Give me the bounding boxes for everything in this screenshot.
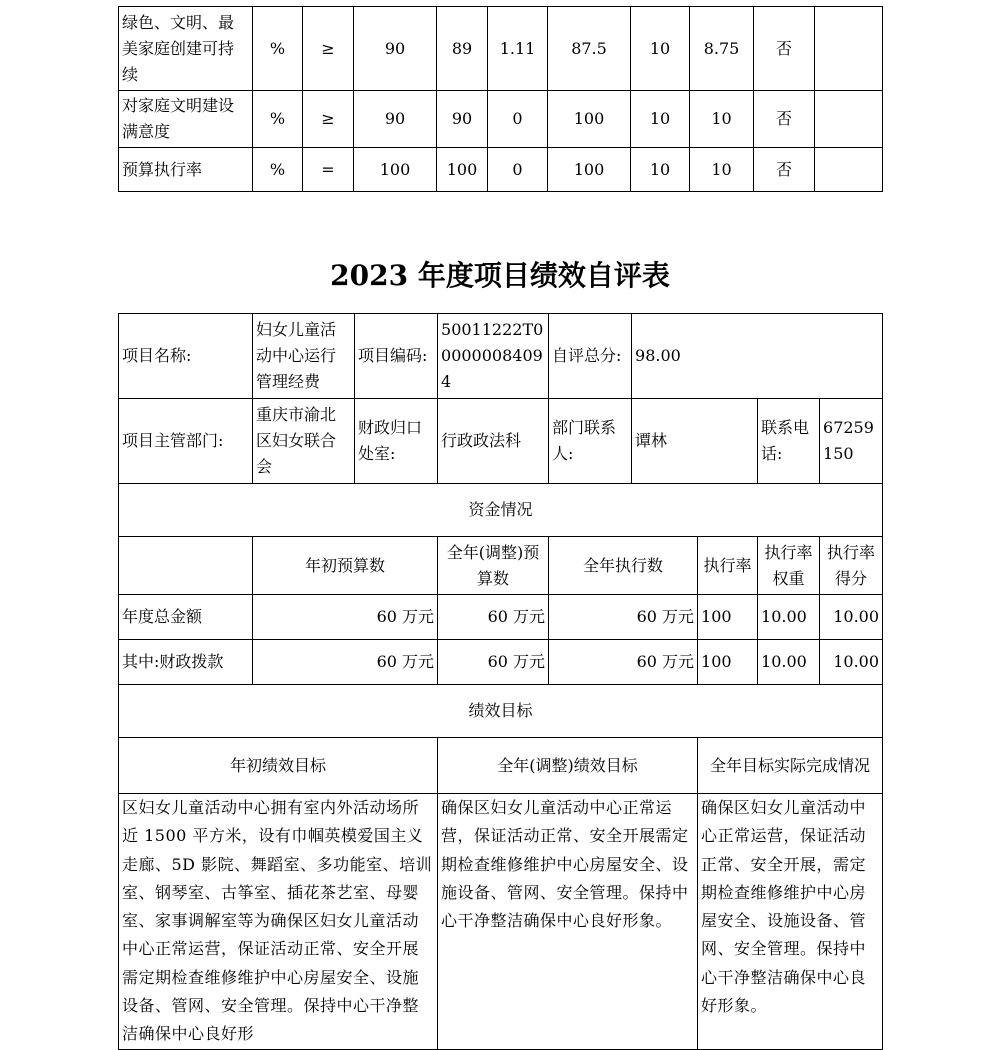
indicator-name: 对家庭文明建设满意度 (119, 91, 253, 148)
indicator-name: 预算执行率 (119, 148, 253, 192)
indicator-row (119, 91, 883, 148)
dept-label: 项目主管部门: (119, 399, 253, 484)
indicator-note (815, 7, 883, 91)
funds-initial: 60 万元 (253, 640, 438, 685)
goals-section-title: 绩效目标 (119, 685, 883, 738)
indicator-target: 90 (354, 91, 437, 148)
indicator-table (118, 6, 883, 192)
funds-section-row (119, 484, 883, 537)
goals-header-adjusted: 全年(调整)绩效目标 (438, 738, 698, 794)
indicator-flag: 否 (754, 148, 815, 192)
indicator-target: 90 (354, 7, 437, 91)
funds-section-title: 资金情况 (119, 484, 883, 537)
funds-row-label: 其中:财政拨款 (119, 640, 253, 685)
indicator-score: 10 (690, 91, 754, 148)
indicator-unit: % (253, 91, 303, 148)
indicator-score-pct: 87.5 (548, 7, 631, 91)
goals-initial-text: 区妇女儿童活动中心拥有室内外活动场所近 1500 平方米，设有巾帼英模爱国主义走廊、5D 影院、舞蹈室、多功能室、培训室、钢琴室、古筝室、插花茶艺室、母婴室、家事调解室等为确保区妇女儿童活动中心正常运营，保证活动正常、安全开展需定期检查维修维护中心房屋安全、设施设备、管网、安全管理。保持中心干净整洁确保中心良好形 (119, 794, 438, 1050)
indicator-unit: % (253, 148, 303, 192)
indicator-flag: 否 (754, 7, 815, 91)
indicator-score-pct: 100 (548, 148, 631, 192)
funds-header-adjusted: 全年(调整)预算数 (438, 537, 549, 595)
funds-executed: 60 万元 (549, 640, 698, 685)
self-score-value: 98.00 (632, 314, 883, 399)
funds-score: 10.00 (820, 595, 883, 640)
contact-label: 部门联系人: (549, 399, 632, 484)
phone-label: 联系电话: (758, 399, 820, 484)
self-evaluation-table (118, 313, 883, 1050)
indicator-row (119, 148, 883, 192)
indicator-operator: ≥ (303, 91, 354, 148)
indicator-note (815, 91, 883, 148)
funds-row (119, 640, 883, 685)
indicator-score: 8.75 (690, 7, 754, 91)
funds-adjusted: 60 万元 (438, 640, 549, 685)
goals-content-row (119, 794, 883, 1050)
indicator-actual: 100 (437, 148, 488, 192)
indicator-note (815, 148, 883, 192)
funds-initial: 60 万元 (253, 595, 438, 640)
goals-header-initial: 年初绩效目标 (119, 738, 438, 794)
project-name-label: 项目名称: (119, 314, 253, 399)
indicator-weight: 10 (631, 91, 690, 148)
indicator-operator: ≥ (303, 7, 354, 91)
indicator-rate: 0 (488, 91, 548, 148)
indicator-weight: 10 (631, 148, 690, 192)
funds-executed: 60 万元 (549, 595, 698, 640)
indicator-row (119, 7, 883, 91)
project-info-row (119, 314, 883, 399)
indicator-unit: % (253, 7, 303, 91)
funds-row (119, 595, 883, 640)
funds-weight: 10.00 (758, 595, 820, 640)
indicator-score-pct: 100 (548, 91, 631, 148)
indicator-actual: 90 (437, 91, 488, 148)
goals-header-row (119, 738, 883, 794)
funds-header-executed: 全年执行数 (549, 537, 698, 595)
indicator-rate: 1.11 (488, 7, 548, 91)
page-title: 2023 年度项目绩效自评表 (330, 259, 670, 292)
indicator-score: 10 (690, 148, 754, 192)
department-row (119, 399, 883, 484)
funds-row-label: 年度总金额 (119, 595, 253, 640)
funds-header-initial: 年初预算数 (253, 537, 438, 595)
funds-adjusted: 60 万元 (438, 595, 549, 640)
indicator-target: 100 (354, 148, 437, 192)
contact-value: 谭林 (632, 399, 758, 484)
dept-value: 重庆市渝北区妇女联合会 (253, 399, 355, 484)
funds-score: 10.00 (820, 640, 883, 685)
goals-actual-text: 确保区妇女儿童活动中心正常运营，保证活动正常、安全开展，需定期检查维修维护中心房屋安全、设施设备、管网、安全管理。保持中心干净整洁确保中心良好形象。 (698, 794, 883, 1050)
funds-header-weight: 执行率权重 (758, 537, 820, 595)
finance-label: 财政归口处室: (355, 399, 438, 484)
funds-rate: 100 (698, 640, 758, 685)
funds-rate: 100 (698, 595, 758, 640)
indicator-actual: 89 (437, 7, 488, 91)
goals-adjusted-text: 确保区妇女儿童活动中心正常运营，保证活动正常、安全开展需定期检查维修维护中心房屋安全、设施设备、管网、安全管理。保持中心干净整洁确保中心良好形象。 (438, 794, 698, 1050)
indicator-weight: 10 (631, 7, 690, 91)
project-name-value: 妇女儿童活动中心运行管理经费 (253, 314, 355, 399)
funds-weight: 10.00 (758, 640, 820, 685)
phone-value: 67259150 (820, 399, 883, 484)
indicator-name: 绿色、文明、最美家庭创建可持续 (119, 7, 253, 91)
project-code-value: 50011222T000000084094 (438, 314, 549, 399)
indicator-operator: = (303, 148, 354, 192)
indicator-rate: 0 (488, 148, 548, 192)
project-code-label: 项目编码: (355, 314, 438, 399)
finance-value: 行政政法科 (438, 399, 549, 484)
indicator-flag: 否 (754, 91, 815, 148)
funds-header-rate: 执行率 (698, 537, 758, 595)
goals-section-row (119, 685, 883, 738)
funds-header-row (119, 537, 883, 595)
goals-header-actual: 全年目标实际完成情况 (698, 738, 883, 794)
funds-header-score: 执行率得分 (820, 537, 883, 595)
funds-header-blank (119, 537, 253, 595)
self-score-label: 自评总分: (549, 314, 632, 399)
